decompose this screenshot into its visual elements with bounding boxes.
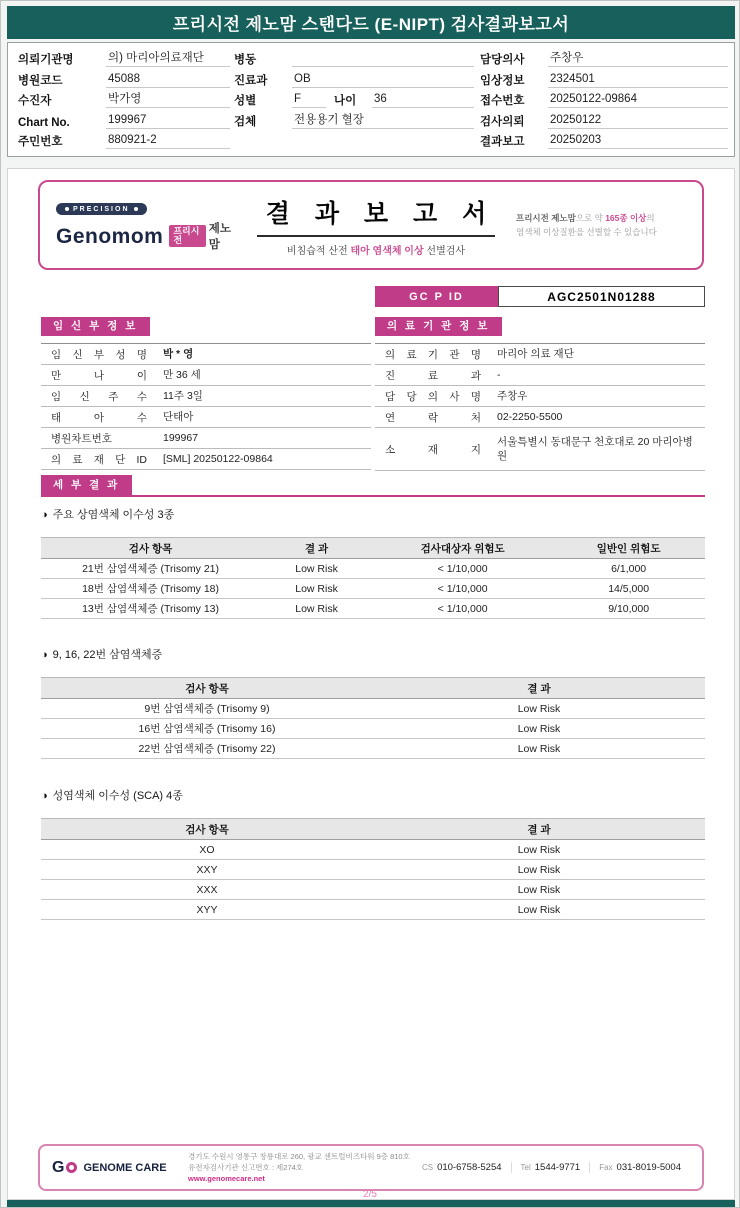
result-cell: Low Risk xyxy=(260,559,373,579)
info-value: [SML] 20250122-09864 xyxy=(163,453,273,465)
gcpid-row xyxy=(375,286,705,307)
info-label: 진 료 과 xyxy=(385,369,481,382)
patient-field-row xyxy=(18,72,230,88)
field-label: 접수번호 xyxy=(480,95,525,107)
autosome-trisomy-section xyxy=(41,506,705,619)
website-link[interactable]: www.genomecare.net xyxy=(188,1174,265,1184)
tagline-highlight: 165종 이상 xyxy=(605,212,647,223)
half-circle-bullet-icon: ◑ xyxy=(41,509,48,521)
column-header: 검사대상자 위험도 xyxy=(373,538,552,559)
info-row xyxy=(41,428,371,449)
field-label: 나이 xyxy=(334,95,357,107)
result-row xyxy=(41,900,705,920)
result-cell: XYY xyxy=(41,900,373,920)
field-label: 병동 xyxy=(234,54,257,66)
result-cell: 22번 삼염색체증 (Trisomy 22) xyxy=(41,739,373,759)
result-row xyxy=(41,599,705,619)
precision-kr-badge: 프리시전 xyxy=(169,225,205,247)
address-line-2: 유전자검사기관 신고번호 : 제274호 xyxy=(188,1162,304,1172)
info-value: 서울특별시 동대문구 천호대로 20 마리아병원 xyxy=(497,435,693,463)
result-cell: 16번 삼염색체증 (Trisomy 16) xyxy=(41,719,373,739)
column-header: 검사 항목 xyxy=(41,678,373,699)
result-row xyxy=(41,559,705,579)
field-label: 임상정보 xyxy=(480,74,525,87)
field-value: OB xyxy=(292,72,474,88)
contact-label: Fax xyxy=(599,1163,613,1172)
field-label: 병원코드 xyxy=(18,74,63,87)
field-label: 진료과 xyxy=(234,74,268,87)
field-label: 수진자 xyxy=(18,95,52,107)
details-section xyxy=(41,474,705,920)
info-label: 만 나 이 xyxy=(51,369,147,382)
result-cell: 18번 삼염색체증 (Trisomy 18) xyxy=(41,579,260,599)
field-value: 전용용기 혈장 xyxy=(292,113,474,129)
info-label: 담 당 의 사 명 xyxy=(385,390,481,403)
info-label: 병원차트번호 xyxy=(51,432,112,445)
report-title: 결 과 보 고 서 xyxy=(257,194,496,237)
info-row xyxy=(375,428,705,471)
result-row xyxy=(41,880,705,900)
institution-info-table xyxy=(375,343,705,471)
footer-address xyxy=(188,1151,413,1185)
info-row xyxy=(41,344,371,365)
info-value: 만 36 세 xyxy=(163,369,201,381)
patient-info-column-3 xyxy=(480,51,728,154)
section-title-line xyxy=(41,646,705,662)
info-label: 임 신 주 수 xyxy=(51,390,147,403)
sca-result-table xyxy=(41,818,705,920)
trisomy-9-16-22-table xyxy=(41,677,705,759)
field-value xyxy=(292,51,474,67)
result-cell: 9/10,000 xyxy=(552,599,705,619)
report-header-box xyxy=(38,180,704,270)
details-badge: 세 부 결 과 xyxy=(41,475,132,495)
result-cell: 14/5,000 xyxy=(552,579,705,599)
document-title: 프리시전 제노맘 스탠다드 (E-NIPT) 검사결과보고서 xyxy=(172,15,570,34)
report-subtitle xyxy=(287,242,465,257)
field-value: 880921-2 xyxy=(106,133,230,149)
genomom-kr-name: 제노맘 xyxy=(208,223,231,251)
contact-cs xyxy=(413,1162,511,1173)
result-cell: Low Risk xyxy=(373,719,705,739)
info-row xyxy=(375,344,705,365)
column-header: 결 과 xyxy=(260,538,373,559)
section-title-line xyxy=(41,787,705,803)
footer-contacts xyxy=(413,1162,690,1173)
patient-field-row xyxy=(234,92,474,108)
info-label: 의 료 재 단 ID xyxy=(51,453,147,466)
result-cell: < 1/10,000 xyxy=(373,579,552,599)
field-label: 결과보고 xyxy=(480,136,525,148)
field-label: Chart No. xyxy=(18,116,70,129)
section-title-text: 성염색체 이수성 (SCA) 4종 xyxy=(52,790,183,802)
field-label: 담당의사 xyxy=(480,54,525,66)
info-value: 박 * 영 xyxy=(163,348,194,360)
info-label: 태 아 수 xyxy=(51,411,147,424)
subtitle-highlight: 태아 염색체 이상 xyxy=(350,245,424,257)
result-cell: 6/1,000 xyxy=(552,559,705,579)
patient-info-column-2 xyxy=(234,51,474,133)
genomom-logo xyxy=(56,198,236,252)
logo-ring-icon xyxy=(66,1162,77,1173)
info-value: 주창우 xyxy=(497,390,528,402)
info-value: 11주 3일 xyxy=(163,390,203,402)
contact-fax xyxy=(589,1162,690,1173)
subtitle-pre: 비침습적 산전 xyxy=(286,245,351,257)
info-row xyxy=(41,365,371,386)
patient-field-row xyxy=(480,113,728,129)
field-value: 199967 xyxy=(106,113,230,129)
contact-label: CS xyxy=(421,1163,434,1172)
patient-field-row xyxy=(18,133,230,149)
contact-value: 1544-9771 xyxy=(534,1162,581,1173)
result-row xyxy=(41,840,705,860)
field-value: 20250203 xyxy=(548,133,728,149)
details-header-rule xyxy=(41,474,705,497)
patient-field-row xyxy=(480,72,728,88)
tagline-tail: 의 xyxy=(646,212,655,223)
gcpid-value: AGC2501N01288 xyxy=(498,286,705,307)
info-row xyxy=(41,407,371,428)
patient-field-row xyxy=(234,51,474,67)
result-cell: 21번 삼염색체증 (Trisomy 21) xyxy=(41,559,260,579)
patient-field-row xyxy=(234,113,474,129)
contact-value: 010-6758-5254 xyxy=(437,1162,502,1173)
info-value: - xyxy=(497,369,501,381)
tagline-mid: 으로 약 xyxy=(575,212,606,223)
dot-icon xyxy=(65,207,69,211)
result-row xyxy=(41,699,705,719)
address-line-1: 경기도 수원시 영통구 창룡대로 260, 광교 센트럴비즈타워 9층 810호 xyxy=(188,1151,410,1161)
bottom-accent-bar xyxy=(7,1200,735,1208)
info-row xyxy=(375,407,705,428)
field-label: 성별 xyxy=(234,95,257,107)
autosome-result-table xyxy=(41,537,705,619)
footer-box xyxy=(38,1144,704,1191)
result-cell: Low Risk xyxy=(373,840,705,860)
info-label: 임 신 부 성 명 xyxy=(51,348,147,361)
result-cell: 9번 삼염색체증 (Trisomy 9) xyxy=(41,699,373,719)
info-value: 마리아 의료 재단 xyxy=(497,348,574,360)
brand-korean xyxy=(169,220,236,252)
field-value: 박가영 xyxy=(106,92,230,108)
column-header: 결 과 xyxy=(373,678,705,699)
result-row xyxy=(41,579,705,599)
document-title-bar xyxy=(7,6,735,39)
result-cell: Low Risk xyxy=(373,739,705,759)
result-cell: XXY xyxy=(41,860,373,880)
patient-info-panel xyxy=(7,42,735,157)
page-number: 2/5 xyxy=(363,1189,377,1200)
table-header-row xyxy=(41,678,705,699)
result-cell: Low Risk xyxy=(373,900,705,920)
result-cell: Low Risk xyxy=(373,860,705,880)
patient-field-row xyxy=(18,113,230,129)
half-circle-bullet-icon: ◑ xyxy=(41,649,48,661)
field-label: 의뢰기관명 xyxy=(18,54,74,66)
info-label: 소 재 지 xyxy=(385,443,481,456)
mother-info-table xyxy=(41,343,371,470)
result-cell: Low Risk xyxy=(260,599,373,619)
genomom-wordmark: Genomom xyxy=(56,224,164,248)
field-value: 36 xyxy=(372,92,474,108)
result-cell: Low Risk xyxy=(260,579,373,599)
logo-g-letter: G xyxy=(52,1158,65,1176)
result-cell: < 1/10,000 xyxy=(373,559,552,579)
patient-field-row xyxy=(18,92,230,108)
info-label: 의 료 기 관 명 xyxy=(385,348,481,361)
result-cell: < 1/10,000 xyxy=(373,599,552,619)
info-tables xyxy=(41,316,705,471)
contact-label: Tel xyxy=(520,1163,531,1172)
info-row xyxy=(375,386,705,407)
sca-section xyxy=(41,787,705,920)
column-header: 결 과 xyxy=(373,819,705,840)
report-page xyxy=(7,168,735,1200)
contact-tel xyxy=(511,1162,590,1173)
field-value: 20250122-09864 xyxy=(548,92,728,108)
field-label: 주민번호 xyxy=(18,136,63,148)
patient-info-column-1 xyxy=(18,51,230,154)
field-value: F xyxy=(292,92,326,108)
patient-field-row xyxy=(480,133,728,149)
field-value: 2324501 xyxy=(548,72,728,88)
contact-value: 031-8019-5004 xyxy=(616,1162,681,1173)
result-cell: Low Risk xyxy=(373,699,705,719)
tagline-line2: 염색체 이상질환을 선별할 수 있습니다 xyxy=(516,227,657,237)
table-header-row xyxy=(41,819,705,840)
result-cell: 13번 삼염색체증 (Trisomy 13) xyxy=(41,599,260,619)
column-header: 검사 항목 xyxy=(41,538,260,559)
field-value: 45088 xyxy=(106,72,230,88)
info-value: 단태아 xyxy=(163,411,194,423)
gcpid-label: GC P ID xyxy=(375,286,498,307)
patient-field-row xyxy=(18,51,230,67)
result-cell: XXX xyxy=(41,880,373,900)
patient-field-row xyxy=(234,72,474,88)
field-label: 검사의뢰 xyxy=(480,115,525,128)
result-row xyxy=(41,860,705,880)
patient-field-row xyxy=(480,92,728,108)
mother-info-section xyxy=(41,316,371,471)
trisomy-9-16-22-section xyxy=(41,646,705,759)
info-value: 02-2250-5500 xyxy=(497,411,563,423)
info-label: 연 락 처 xyxy=(385,411,481,424)
result-cell: XO xyxy=(41,840,373,860)
table-header-row xyxy=(41,538,705,559)
section-title-text: 주요 상염색체 이수성 3종 xyxy=(52,509,175,521)
precision-badge-text: PRECISION xyxy=(73,205,130,213)
field-label: 검체 xyxy=(234,115,257,128)
section-title-line xyxy=(41,506,705,522)
info-row xyxy=(375,365,705,386)
patient-field-row xyxy=(480,51,728,67)
institution-info-section xyxy=(375,316,705,471)
dot-icon xyxy=(134,207,138,211)
report-tagline xyxy=(516,211,686,240)
genome-care-wordmark: GENOME CARE xyxy=(83,1161,167,1174)
field-value: 주창우 xyxy=(548,51,728,67)
info-row xyxy=(41,386,371,407)
mother-info-badge: 임 신 부 정 보 xyxy=(41,317,150,337)
result-cell: Low Risk xyxy=(373,880,705,900)
field-value: 20250122 xyxy=(548,113,728,129)
half-circle-bullet-icon: ◑ xyxy=(41,790,48,802)
result-row xyxy=(41,719,705,739)
brand-row xyxy=(56,220,236,252)
subtitle-post: 선별검사 xyxy=(423,245,466,257)
column-header: 검사 항목 xyxy=(41,819,373,840)
precision-badge xyxy=(56,203,147,215)
field-value: 의) 마리아의료재단 xyxy=(106,51,230,67)
result-row xyxy=(41,739,705,759)
report-title-block xyxy=(236,194,516,257)
column-header: 일반인 위험도 xyxy=(552,538,705,559)
section-title-text: 9, 16, 22번 삼염색체증 xyxy=(52,649,163,661)
genome-care-logo xyxy=(52,1160,188,1176)
info-value: 199967 xyxy=(163,432,199,444)
tagline-brand: 프리시전 제노맘 xyxy=(516,212,576,223)
info-row xyxy=(41,449,371,470)
institution-info-badge: 의 료 기 관 정 보 xyxy=(375,317,502,337)
